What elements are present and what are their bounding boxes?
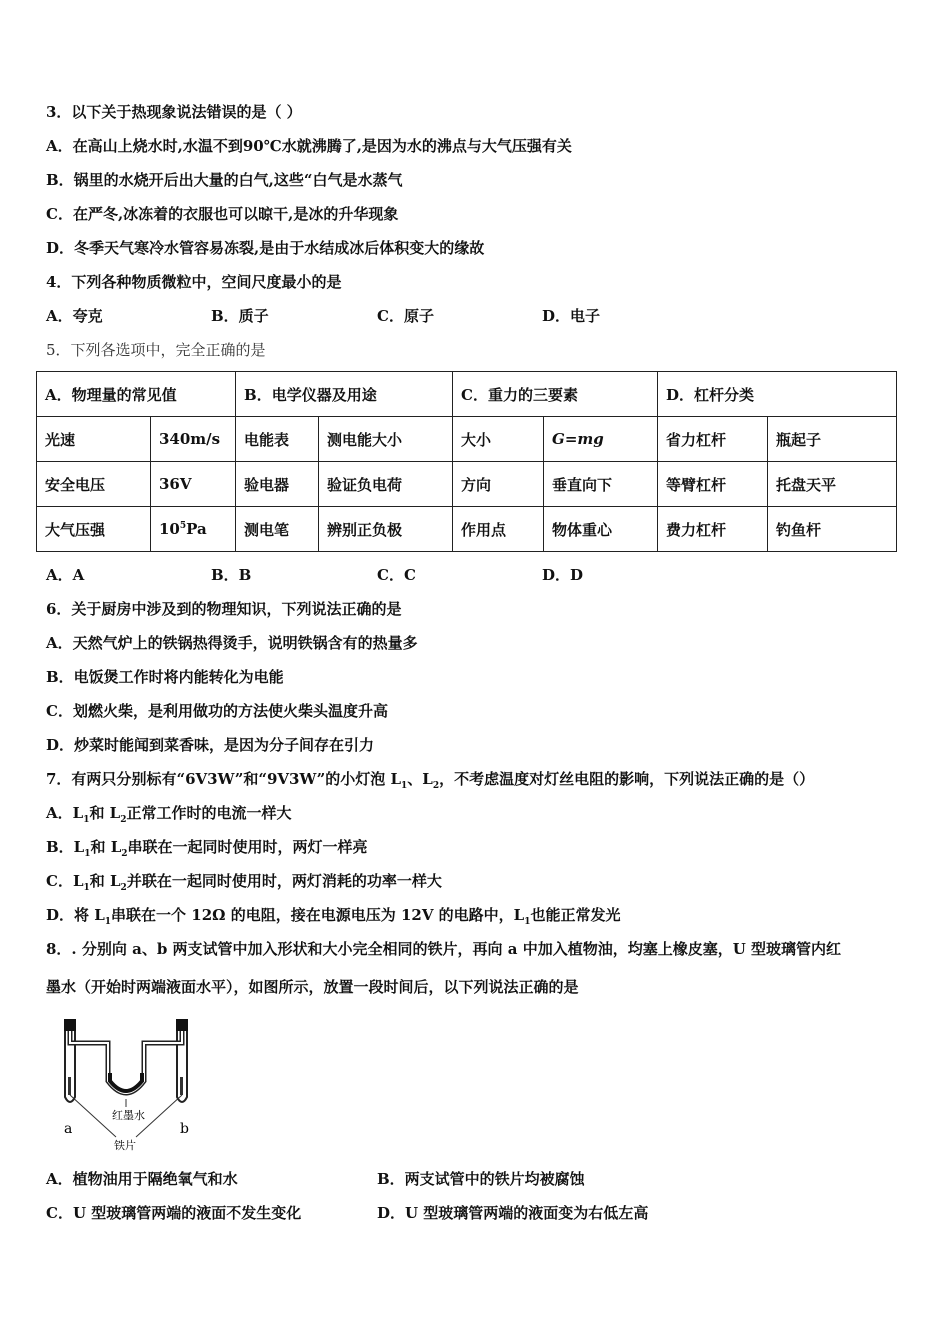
q8-option-d: D．U 型玻璃管两端的液面变为右低左高 (377, 1204, 649, 1222)
q6-option-c: C．划燃火柴，是利用做功的方法使火柴头温度升高 (46, 702, 388, 720)
subscript: 2 (121, 849, 128, 859)
iron-piece-b (180, 1077, 183, 1095)
q4-option-b: B．质子 (211, 307, 269, 325)
table-cell: G=mg (544, 417, 658, 462)
option-text: A．L (46, 804, 84, 822)
table-cell: 省力杠杆 (658, 417, 768, 462)
option-text: 串联在一个 12Ω 的电阻，接在电源电压为 12V 的电路中，L (111, 906, 525, 924)
label-b: b (180, 1121, 189, 1137)
subscript: 1 (83, 815, 90, 825)
table-cell: 大小 (453, 417, 544, 462)
table-header-cell: D．杠杆分类 (658, 372, 897, 417)
table-cell: 测电能大小 (319, 417, 453, 462)
table-row (37, 417, 897, 462)
table-header-cell: B．电学仪器及用途 (236, 372, 453, 417)
table-row (37, 462, 897, 507)
q8-option-b: B．两支试管中的铁片均被腐蚀 (377, 1170, 585, 1188)
subscript: 1 (84, 849, 91, 859)
q6-stem: 6．关于厨房中涉及到的物理知识，下列说法正确的是 (46, 600, 402, 618)
q6-option-b: B．电饭煲工作时将内能转化为电能 (46, 668, 284, 686)
option-text: 和 L (89, 872, 121, 890)
table-cell: 安全电压 (37, 462, 151, 507)
leader-line (70, 1095, 116, 1137)
q4-stem: 4．下列各种物质微粒中，空间尺度最小的是 (46, 273, 342, 291)
option-text: C．L (46, 872, 84, 890)
u-tube-inner (70, 1031, 182, 1093)
pressure-exponent: 5 (179, 521, 187, 531)
table-cell: 辨别正负极 (319, 507, 453, 552)
q5-option-d: D．D (542, 566, 584, 584)
table-cell: 作用点 (453, 507, 544, 552)
option-text: D．将 L (46, 906, 105, 924)
subscript: 1 (83, 883, 90, 893)
stopper-right (176, 1019, 188, 1031)
table-cell: 等臂杠杆 (658, 462, 768, 507)
table-cell: 340m/s (151, 417, 236, 462)
table-cell: 验证负电荷 (319, 462, 453, 507)
q3-option-b: B．锅里的水烧开后出大量的白气,这些“白气是水蒸气 (46, 171, 403, 189)
q7-stem-text: 、L (407, 770, 433, 788)
q5-option-c: C．C (377, 566, 416, 584)
q5-option-a: A．A (46, 566, 85, 584)
option-text: 和 L (90, 838, 122, 856)
table-cell: 测电笔 (236, 507, 319, 552)
table-cell (151, 507, 236, 552)
q8-option-c: C．U 型玻璃管两端的液面不发生变化 (46, 1204, 302, 1222)
q8-stem-line-2: 墨水（开始时两端液面水平），如图所示，放置一段时间后，以下列说法正确的是 (46, 978, 579, 996)
table-cell: 36V (151, 462, 236, 507)
option-text: 串联在一起同时使用时，两灯一样亮 (127, 838, 368, 856)
q5-table (36, 371, 897, 552)
pressure-base: 10 (159, 520, 180, 538)
q8-option-a: A．植物油用于隔绝氧气和水 (46, 1170, 238, 1188)
table-cell: 电能表 (236, 417, 319, 462)
table-header-cell: C．重力的三要素 (453, 372, 658, 417)
q7-stem (46, 769, 814, 796)
red-ink (110, 1073, 142, 1091)
subscript: 2 (432, 781, 440, 791)
test-tube-figure (58, 1015, 198, 1155)
subscript: 2 (120, 815, 127, 825)
table-cell: 大气压强 (37, 507, 151, 552)
q7-option-c (46, 871, 442, 898)
option-text: 并联在一起同时使用时，两灯消耗的功率一样大 (126, 872, 442, 890)
q7-option-b (46, 837, 368, 864)
q4-option-c: C．原子 (377, 307, 434, 325)
q5-option-b: B．B (211, 566, 252, 584)
option-text: 正常工作时的电流一样大 (126, 804, 292, 822)
table-row (37, 507, 897, 552)
q5-stem: 5．下列各选项中，完全正确的是 (46, 341, 266, 359)
q3-option-c: C．在严冬,冰冻着的衣服也可以晾干,是冰的升华现象 (46, 205, 399, 223)
q4-option-a: A．夸克 (46, 307, 103, 325)
label-red-ink: 红墨水 (112, 1109, 145, 1122)
subscript: 2 (120, 883, 127, 893)
table-header-cell: A．物理量的常见值 (37, 372, 236, 417)
q6-option-a: A．天然气炉上的铁锅热得烫手，说明铁锅含有的热量多 (46, 634, 418, 652)
u-tube (70, 1031, 182, 1093)
q3-stem: 3．以下关于热现象说法错误的是（ ） (46, 103, 302, 121)
q7-stem-text: 7．有两只分别标有“6V3W”和“9V3W”的小灯泡 L (46, 770, 401, 788)
q4-option-d: D．电子 (542, 307, 601, 325)
table-cell: 托盘天平 (768, 462, 897, 507)
table-header-row (37, 372, 897, 417)
q3-option-d: D．冬季天气寒冷水管容易冻裂,是由于水结成冰后体积变大的缘故 (46, 239, 485, 257)
subscript: 1 (104, 917, 112, 927)
table-cell: 验电器 (236, 462, 319, 507)
table-cell: 光速 (37, 417, 151, 462)
table-cell: 方向 (453, 462, 544, 507)
table-cell: 钓鱼杆 (768, 507, 897, 552)
subscript: 1 (401, 781, 408, 791)
table-cell: 垂直向下 (544, 462, 658, 507)
subscript: 1 (524, 917, 531, 927)
option-text: 和 L (89, 804, 121, 822)
label-iron: 铁片 (114, 1139, 136, 1152)
q7-option-a (46, 803, 292, 830)
option-text: 也能正常发光 (530, 906, 621, 924)
iron-piece-a (68, 1077, 71, 1095)
stopper-left (64, 1019, 76, 1031)
q6-option-d: D．炒菜时能闻到菜香味，是因为分子间存在引力 (46, 736, 375, 754)
table-cell: 费力杠杆 (658, 507, 768, 552)
table-cell: 物体重心 (544, 507, 658, 552)
q8-stem-line-1: 8．. 分别向 a、b 两支试管中加入形状和大小完全相同的铁片，再向 a 中加入植物油，均塞上橡皮塞，U 型玻璃管内红 (46, 940, 842, 958)
label-a: a (64, 1121, 73, 1137)
q7-stem-text: ，不考虑温度对灯丝电阻的影响，下列说法正确的是（） (439, 770, 815, 788)
pressure-unit: Pa (186, 520, 207, 538)
table-cell: 瓶起子 (768, 417, 897, 462)
option-text: B．L (46, 838, 85, 856)
q7-option-d (46, 905, 621, 932)
q3-option-a: A．在高山上烧水时,水温不到90℃水就沸腾了,是因为水的沸点与大气压强有关 (46, 137, 572, 155)
